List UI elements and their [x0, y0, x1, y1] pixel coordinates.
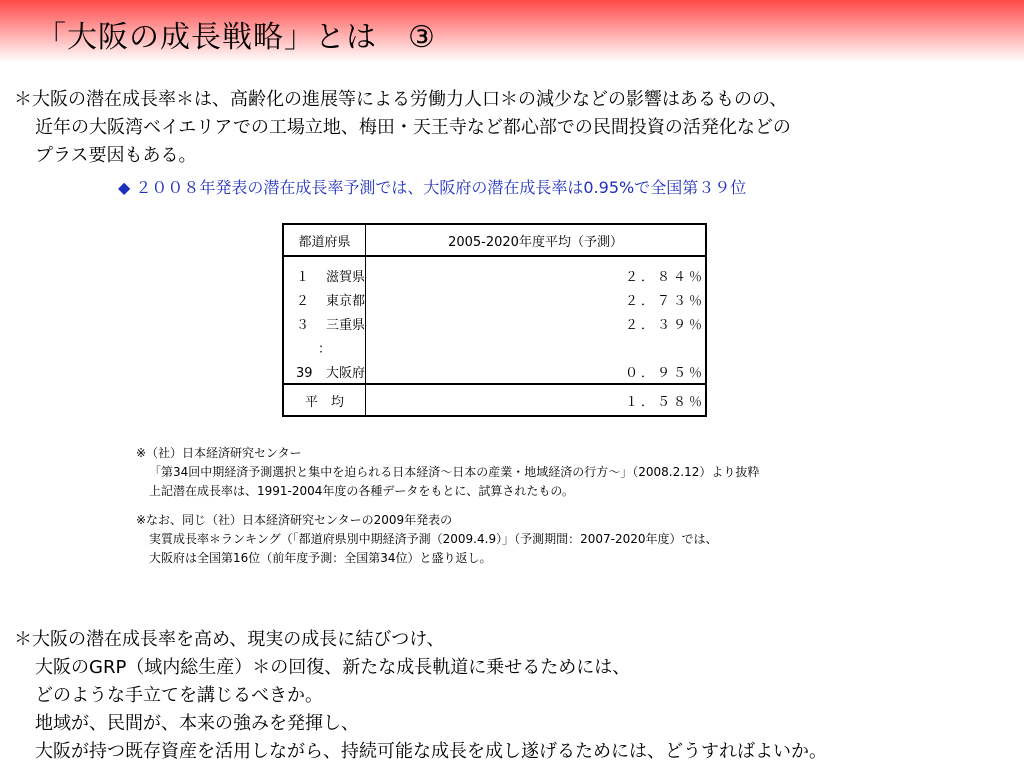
table-row-ellipsis	[283, 335, 706, 359]
prefecture-name: 滋賀県	[326, 269, 366, 285]
note-line: 「第34回中期経済予測選択と集中を迫られる日本経済～日本の産業・地域経済の行方～」（2008.2.12）より抜粋	[149, 465, 760, 479]
intro-line: プラス要因もある。	[35, 145, 197, 166]
note-line: 大阪府は全国第16位（前年度予測：全国第34位）と盛り返し。	[149, 551, 492, 565]
intro-line: ＊大阪の潜在成長率＊は、高齢化の進展等による労働力人口＊の減少などの影響はあるものの、	[14, 89, 788, 110]
average-label: 平 均	[283, 384, 366, 416]
closing-line: 大阪のGRP（域内総生産）＊の回復、新たな成長軌道に乗せるためには、	[35, 657, 631, 678]
rate-value: ０．９５％	[366, 359, 707, 384]
closing-line: 大阪が持つ既存資産を活用しながら、持続可能な成長を成し遂げるためには、どうすればよいか。	[35, 741, 827, 762]
intro-paragraph	[14, 86, 791, 170]
empty-cell	[366, 335, 707, 359]
table-row	[283, 287, 706, 311]
rank: ３	[296, 317, 310, 333]
note-line: 実質成長率＊ランキング（「都道府県別中期経済予測（2009.4.9）」（予測期間：2007-2020年度）では、	[149, 532, 718, 546]
table-header-row	[283, 224, 706, 256]
table-average-row	[283, 384, 706, 416]
prefecture-name: 大阪府	[326, 365, 366, 381]
source-notes	[136, 444, 759, 568]
table-row	[283, 359, 706, 384]
closing-line: どのような手立てを講じるべきか。	[35, 685, 323, 706]
rank: ２	[296, 293, 310, 309]
closing-line: 地域が、民間が、本来の強みを発揮し、	[35, 713, 359, 734]
average-value: １．５８％	[366, 384, 707, 416]
rank: 39	[296, 365, 313, 381]
rate-value: ２．７３％	[366, 287, 707, 311]
note-line: 上記潜在成長率は、1991-2004年度の各種データをもとに、試算されたもの。	[149, 484, 574, 498]
rate-value: ２．３９％	[366, 311, 707, 335]
prefecture-name: 三重県	[326, 317, 366, 333]
closing-paragraph	[14, 626, 827, 766]
table-row	[283, 311, 706, 335]
slide-title: 「大阪の成長戦略」とは ③	[36, 20, 436, 55]
prefecture-cell	[283, 359, 366, 384]
rate-value: ２．８４％	[366, 256, 707, 287]
ellipsis-mark: ：	[283, 335, 366, 359]
table-row	[283, 256, 706, 287]
prefecture-name: 東京都	[326, 293, 366, 309]
note-gap	[136, 501, 759, 511]
bullet-highlight: ◆ ２００８年発表の潜在成長率予測では、大阪府の潜在成長率は0.95%で全国第３９位	[118, 178, 747, 197]
growth-rate-table	[282, 223, 707, 417]
rank: １	[296, 269, 310, 285]
prefecture-cell	[283, 311, 366, 335]
prefecture-cell	[283, 287, 366, 311]
note-line: ※（社）日本経済研究センター	[136, 446, 302, 460]
intro-line: 近年の大阪湾ベイエリアでの工場立地、梅田・天王寺など都心部での民間投資の活発化などの	[35, 117, 791, 138]
closing-line: ＊大阪の潜在成長率を高め、現実の成長に結びつけ、	[14, 629, 445, 650]
header-average: 2005-2020年度平均（予測）	[366, 224, 707, 256]
header-prefecture: 都道府県	[283, 224, 366, 256]
note-line: ※なお、同じ（社）日本経済研究センターの2009年発表の	[136, 513, 453, 527]
prefecture-cell	[283, 256, 366, 287]
